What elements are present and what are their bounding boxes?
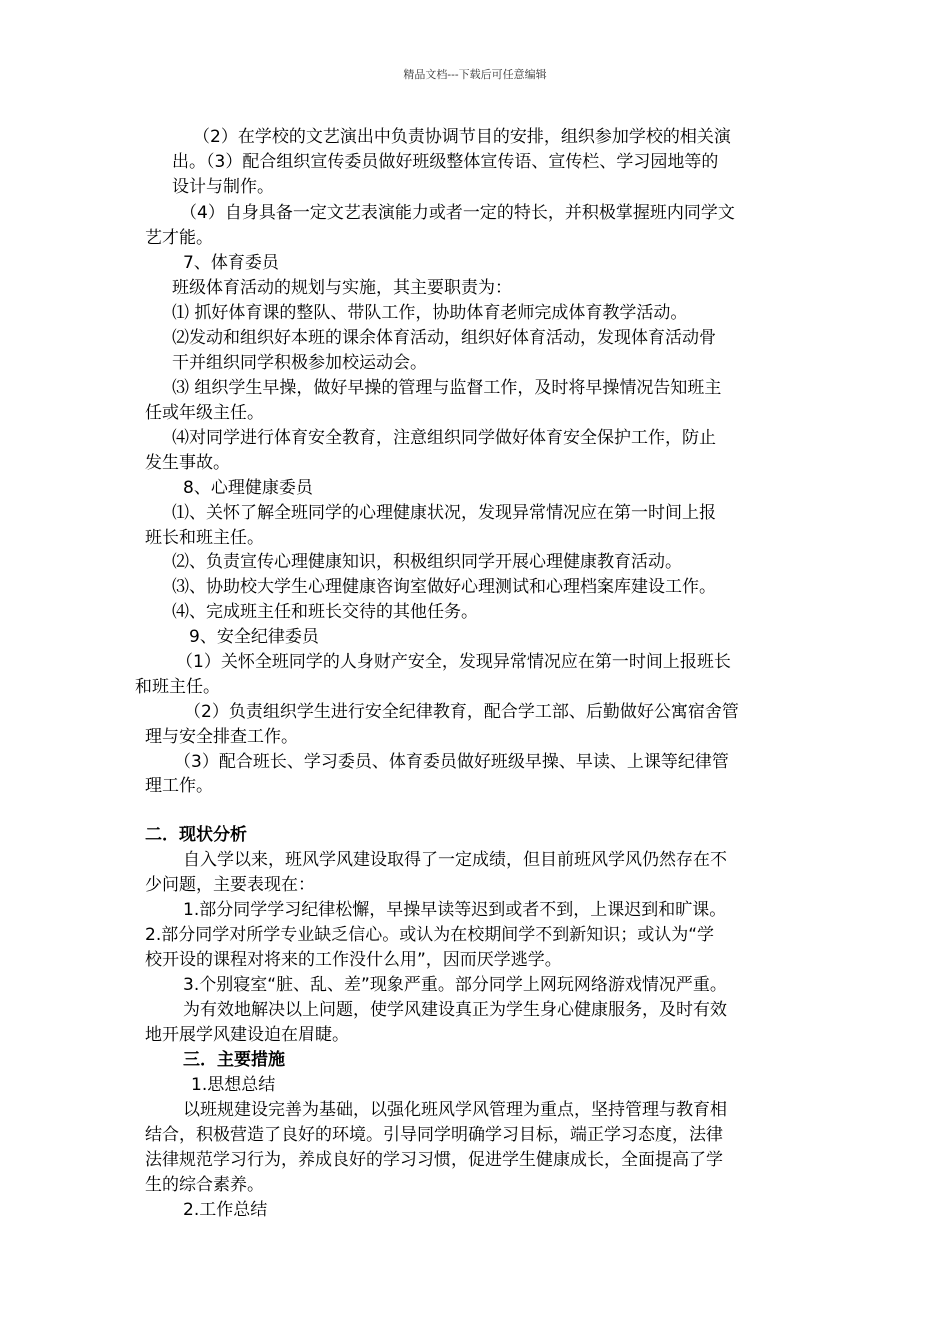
paragraph-line: 出。（3）配合组织宣传委员做好班级整体宣传语、宣传栏、学习园地等的 — [172, 152, 719, 172]
paragraph-line: 3.个别寝室“脏、乱、差”现象严重。部分同学上网玩网络游戏情况严重。 — [183, 975, 727, 995]
subsection-heading: 1.思想总结 — [191, 1075, 276, 1095]
paragraph-line: 任或年级主任。 — [145, 403, 264, 423]
paragraph-line: （1）关怀全班同学的人身财产安全，发现异常情况应在第一时间上报班长 — [176, 652, 731, 672]
paragraph-line: ⑵、负责宣传心理健康知识，积极组织同学开展心理健康教育活动。 — [172, 552, 682, 572]
paragraph-line: ⑶、协助校大学生心理健康咨询室做好心理测试和心理档案库建设工作。 — [172, 577, 716, 597]
paragraph-line: 1.部分同学学习纪律松懈，早操早读等迟到或者不到，上课迟到和旷课。 — [183, 900, 727, 920]
paragraph-line: 2.部分同学对所学专业缺乏信心。或认为在校期间学不到新知识；或认为“学 — [145, 925, 715, 945]
section-heading: 7、体育委员 — [183, 253, 279, 273]
paragraph-line: 结合，积极营造了良好的环境。引导同学明确学习目标，端正学习态度，法律 — [145, 1125, 723, 1145]
paragraph-line: 班长和班主任。 — [145, 528, 264, 548]
paragraph-line: 为有效地解决以上问题，使学风建设真正为学生身心健康服务，及时有效 — [183, 1000, 727, 1020]
section-title: 二．现状分析 — [145, 825, 247, 845]
paragraph-line: 理工作。 — [145, 776, 213, 796]
paragraph-line: 自入学以来，班风学风建设取得了一定成绩，但目前班风学风仍然存在不 — [183, 850, 727, 870]
section-heading: 9、安全纪律委员 — [189, 627, 319, 647]
page-header: 精品文档---下载后可任意编辑 — [403, 68, 547, 81]
paragraph-line: ⑴ 抓好体育课的整队、带队工作，协助体育老师完成体育教学活动。 — [172, 303, 688, 323]
subsection-heading: 2.工作总结 — [183, 1200, 268, 1220]
paragraph-line: 生的综合素养。 — [145, 1175, 264, 1195]
paragraph-line: ⑷、完成班主任和班长交待的其他任务。 — [172, 602, 478, 622]
paragraph-line: （2）在学校的文艺演出中负责协调节目的安排，组织参加学校的相关演 — [193, 127, 731, 147]
paragraph-line: （4）自身具备一定文艺表演能力或者一定的特长，并积极掌握班内同学文 — [180, 203, 735, 223]
paragraph-line: 以班规建设完善为基础，以强化班风学风管理为重点，坚持管理与教育相 — [183, 1100, 727, 1120]
paragraph-line: ⑷对同学进行体育安全教育，注意组织同学做好体育安全保护工作，防止 — [172, 428, 716, 448]
section-title: 三．主要措施 — [183, 1050, 285, 1070]
paragraph-line: 少问题，主要表现在： — [145, 875, 315, 895]
paragraph-line: 发生事故。 — [145, 453, 230, 473]
paragraph-line: 设计与制作。 — [172, 177, 274, 197]
paragraph-line: 理与安全排查工作。 — [145, 727, 298, 747]
section-heading: 8、心理健康委员 — [183, 478, 313, 498]
paragraph-line: 地开展学风建设迫在眉睫。 — [145, 1025, 349, 1045]
paragraph-line: 艺才能。 — [145, 228, 213, 248]
paragraph-line: ⑶ 组织学生早操，做好早操的管理与监督工作，及时将早操情况告知班主 — [172, 378, 722, 398]
paragraph-line: （3）配合班长、学习委员、体育委员做好班级早操、早读、上课等纪律管 — [174, 752, 729, 772]
paragraph-line: ⑵发动和组织好本班的课余体育活动，组织好体育活动，发现体育活动骨 — [172, 328, 716, 348]
paragraph-line: ⑴、关怀了解全班同学的心理健康状况，发现异常情况应在第一时间上报 — [172, 503, 716, 523]
paragraph-line: 法律规范学习行为，养成良好的学习习惯，促进学生健康成长，全面提高了学 — [145, 1150, 723, 1170]
paragraph-line: 校开设的课程对将来的工作没什么用”，因而厌学逃学。 — [145, 950, 562, 970]
paragraph-line: 和班主任。 — [135, 677, 220, 697]
paragraph-line: 干并组织同学积极参加校运动会。 — [172, 353, 427, 373]
paragraph-line: （2）负责组织学生进行安全纪律教育，配合学工部、后勤做好公寓宿舍管 — [184, 702, 739, 722]
paragraph-line: 班级体育活动的规划与实施，其主要职责为： — [172, 278, 512, 298]
